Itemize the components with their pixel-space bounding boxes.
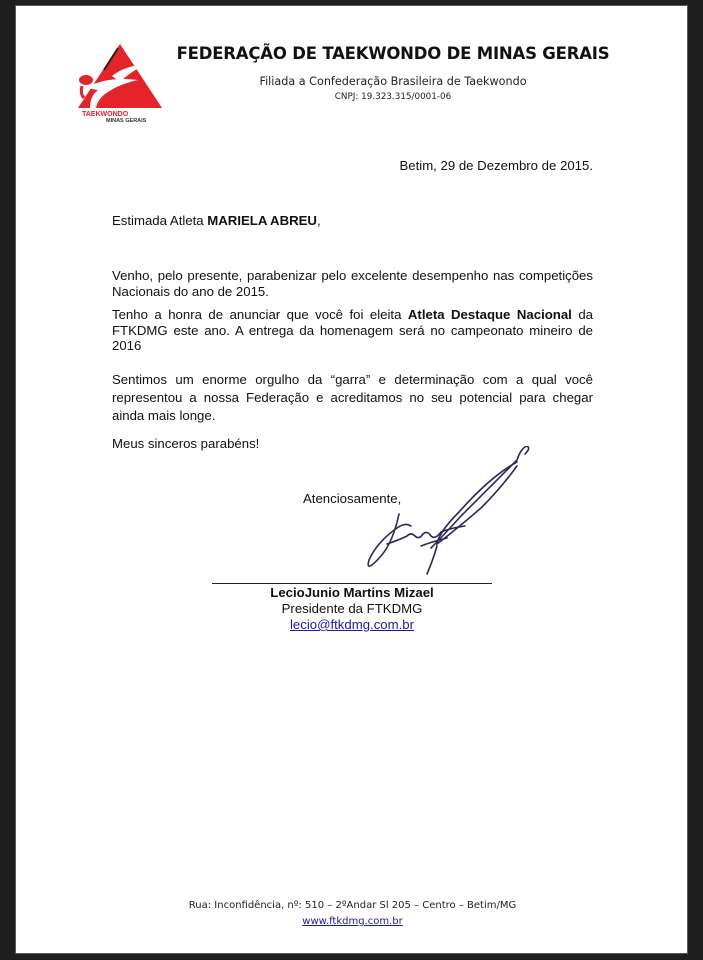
signer-role: Presidente da FTKDMG bbox=[281, 601, 423, 616]
footer-address: Rua: Inconfidência, nº: 510 – 2ºAndar Sl 205 – Centro – Betim/MG bbox=[188, 900, 517, 911]
paragraph-announcement bbox=[112, 307, 593, 354]
award-title: Atleta Destaque Nacional bbox=[407, 307, 572, 322]
closing-salutation: Atenciosamente, bbox=[303, 491, 402, 506]
paragraph-congratulations: Venho, pelo presente, parabenizar pelo excelente desempenho nas competições Nacionais do ano de 2015. bbox=[112, 268, 593, 299]
announcement-suffix: da FTKDMG este ano. A entrega da homenagem será no campeonato mineiro de 2016 bbox=[112, 307, 593, 353]
handwritten-signature bbox=[341, 446, 531, 584]
athlete-name: MARIELA ABREU bbox=[207, 213, 317, 228]
paragraph-pride: Sentimos um enorme orgulho da “garra” e determinação com a qual você representou a nossa Federação e acreditamos no seu potencial para chegar ainda mais longe. bbox=[112, 372, 593, 423]
paragraph-closing-wish: Meus sinceros parabéns! bbox=[112, 436, 260, 451]
letter-page bbox=[15, 5, 688, 954]
federation-title: FEDERAÇÃO DE TAEKWONDO DE MINAS GERAIS bbox=[176, 44, 610, 63]
letter-greeting bbox=[112, 213, 593, 229]
signer-name: LecioJunio Martins Mizael bbox=[270, 585, 434, 600]
greeting-prefix: Estimada Atleta bbox=[112, 213, 208, 228]
ftkdmg-logo bbox=[68, 36, 166, 122]
announcement-prefix: Tenho a honra de anunciar que você foi eleita bbox=[112, 307, 408, 322]
federation-subtitle: Filiada a Confederação Brasileira de Taekwondo bbox=[259, 75, 527, 88]
federation-cnpj: CNPJ: 19.323.315/0001-06 bbox=[334, 92, 452, 102]
signature-line bbox=[212, 583, 492, 584]
svg-text:MINAS GERAIS: MINAS GERAIS bbox=[106, 118, 147, 122]
letter-date: Betim, 29 de Dezembro de 2015. bbox=[399, 158, 593, 173]
greeting-suffix: , bbox=[316, 213, 321, 228]
signer-email-link[interactable]: lecio@ftkdmg.com.br bbox=[289, 617, 415, 632]
footer-website-link[interactable]: www.ftkdmg.com.br bbox=[302, 916, 403, 927]
svg-text:TAEKWONDO: TAEKWONDO bbox=[82, 111, 129, 118]
